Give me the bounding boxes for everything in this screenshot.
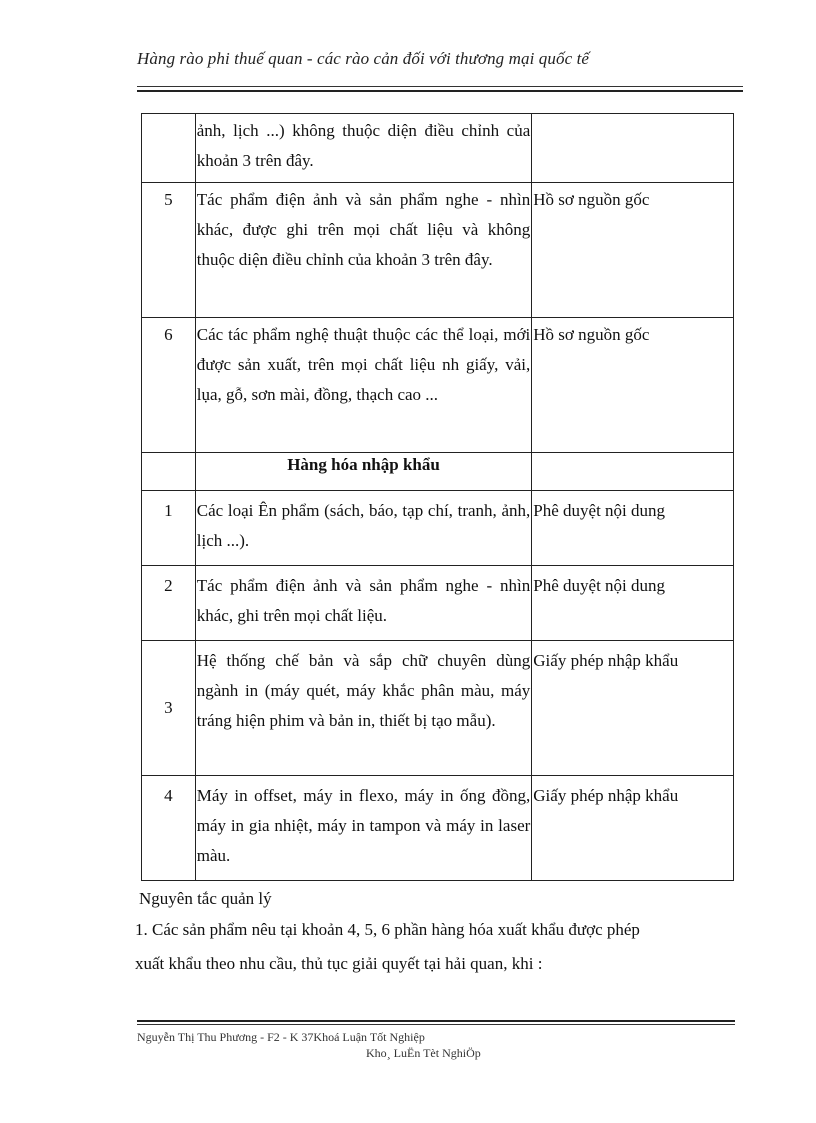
footer-rule-top (137, 1020, 735, 1022)
table-row (142, 491, 734, 566)
paragraph-line-2: xuất khẩu theo nhu cầu, thủ tục giải quyết tại hải quan, khi : (135, 954, 543, 973)
item-cell (195, 641, 532, 776)
item-description: Tác phẩm điện ảnh và sản phẩm nghe - nhìn khác, được ghi trên mọi chất liệu và không thuộc diện điều chỉnh của khoản 3 trên đây. (196, 190, 531, 269)
item-description: Các loại Ên phẩm (sách, báo, tạp chí, tranh, ảnh, lịch ...). (196, 501, 531, 550)
requirement-cell: Giấy phép nhập khẩu (532, 776, 734, 881)
row-number-cell: 6 (142, 318, 196, 453)
requirement-cell: Phê duyệt nội dung (532, 566, 734, 641)
table-row (142, 183, 734, 318)
header-rule-bottom (137, 90, 743, 92)
item-cell (195, 318, 532, 453)
item-description: Tác phẩm điện ảnh và sản phẩm nghe - nhìn khác, ghi trên mọi chất liệu. (196, 576, 531, 625)
principle-heading: Nguyên tắc quản lý (139, 889, 272, 908)
goods-table (141, 113, 734, 881)
item-cell (195, 183, 532, 318)
table-row (142, 114, 734, 183)
table-row (142, 641, 734, 776)
row-number-cell: 1 (142, 491, 196, 566)
item-cell (195, 776, 532, 881)
item-description: ảnh, lịch ...) không thuộc diện điều chỉnh của khoản 3 trên đây. (196, 121, 531, 170)
item-cell (195, 566, 532, 641)
table-row (142, 566, 734, 641)
item-description: Hệ thống chế bản và sắp chữ chuyên dùng ngành in (máy quét, máy khắc phân màu, máy tráng hiện phim và bản in, thiết bị tạo mẫu). (196, 651, 531, 730)
paragraph-line-1: 1. Các sản phẩm nêu tại khoản 4, 5, 6 phần hàng hóa xuất khẩu được phép (135, 920, 640, 939)
requirement-cell (532, 114, 734, 183)
header-rule-top (137, 86, 743, 87)
item-cell (195, 491, 532, 566)
footer-author: Nguyễn Thị Thu Phương - F2 - K 37Khoá Luận Tốt Nghiệp (137, 1030, 425, 1044)
requirement-cell: Hồ sơ nguồn gốc (532, 183, 734, 318)
header-title: Hàng rào phi thuế quan - các rào cản đối với thương mại quốc tế (137, 49, 590, 68)
requirement-cell: Phê duyệt nội dung (532, 491, 734, 566)
table-row (142, 318, 734, 453)
row-number-cell: 5 (142, 183, 196, 318)
footer-subline: Kho¸ LuËn Tèt NghiÖp (366, 1046, 481, 1060)
footer-rule-bottom (137, 1024, 735, 1025)
table-row (142, 776, 734, 881)
item-description: Máy in offset, máy in flexo, máy in ống đồng, máy in gia nhiệt, máy in tampon và máy in laser màu. (196, 786, 531, 865)
section-heading: Hàng hóa nhập khẩu (287, 455, 440, 474)
row-number-cell: 2 (142, 566, 196, 641)
item-cell (195, 114, 532, 183)
row-number-cell (142, 114, 196, 183)
section-heading-row (142, 453, 734, 491)
row-number-cell: 4 (142, 776, 196, 881)
requirement-cell: Hồ sơ nguồn gốc (532, 318, 734, 453)
requirement-cell: Giấy phép nhập khẩu (532, 641, 734, 776)
item-description: Các tác phẩm nghệ thuật thuộc các thể loại, mới được sản xuất, trên mọi chất liệu nh giấy, vải, lụa, gỗ, sơn mài, đồng, thạch cao ... (196, 325, 531, 404)
row-number-cell: 3 (142, 641, 196, 776)
